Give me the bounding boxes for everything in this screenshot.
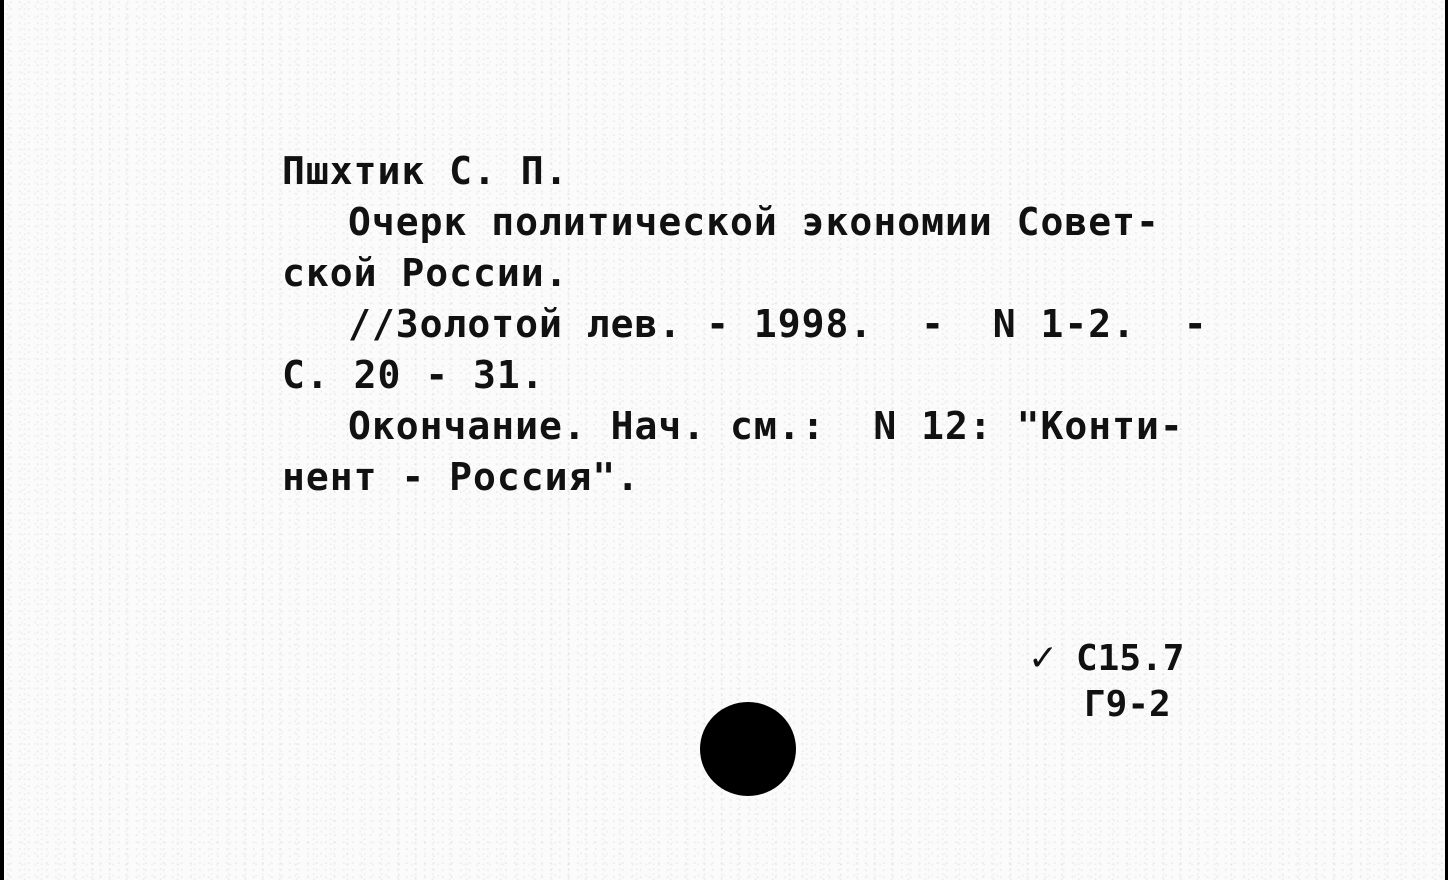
shelfmark-line-2: Г9-2	[1084, 684, 1171, 725]
classification-code: С15.7	[1076, 638, 1185, 679]
punch-hole	[700, 702, 796, 796]
bibliographic-record	[282, 146, 1282, 503]
note-line-2: нент - Россия".	[282, 455, 641, 499]
shelfmark	[1028, 636, 1228, 728]
check-mark-icon: ✓	[1028, 638, 1059, 679]
title-line-1: Очерк политической экономии Совет-	[348, 200, 1160, 244]
card-left-edge	[0, 0, 4, 880]
source-line-1: //Золотой лев. - 1998. - N 1-2. -	[348, 302, 1208, 346]
title-line-2: ской России.	[282, 251, 569, 295]
shelfmark-line-1	[1028, 636, 1228, 682]
author-line: Пшхтик С. П.	[282, 149, 569, 193]
source-line-2: С. 20 - 31.	[282, 353, 545, 397]
note-line-1: Окончание. Нач. см.: N 12: "Конти-	[348, 404, 1184, 448]
